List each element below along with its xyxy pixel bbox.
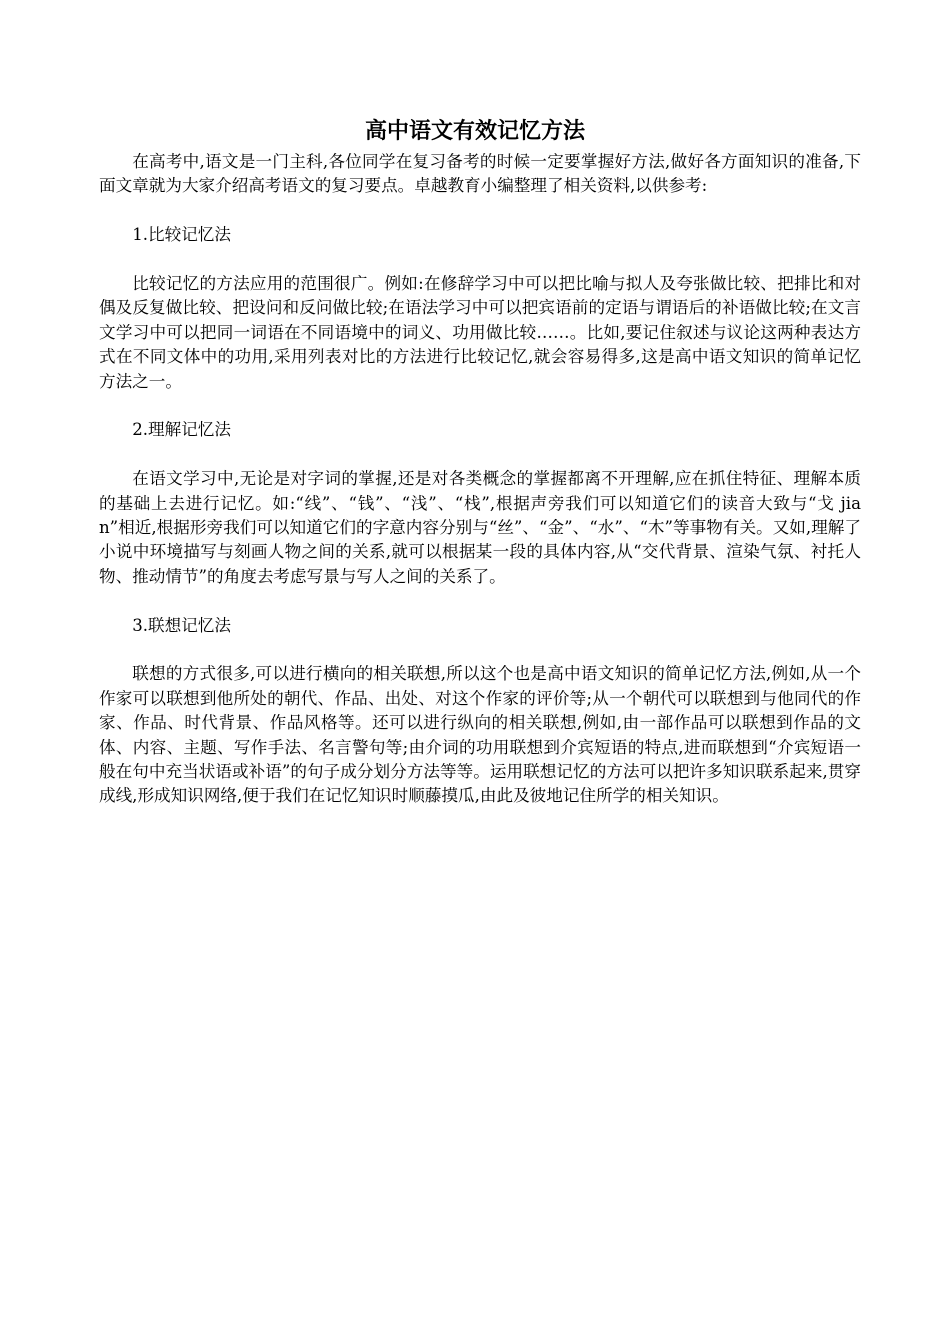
understanding-paragraph: 在语文学习中,无论是对字词的掌握,还是对各类概念的掌握都离不开理解,应在抓住特征、理解本质的基础上去进行记忆。如:“线”、“钱”、“浅”、“栈”,根据声旁我们可以知道它们的读音大致与“戈 jian”相近,根据形旁我们可以知道它们的字意内容分别与“丝”、“金”、“水”、“木”等事物有关。又如,理解了小说中环境描写与刻画人物之间的关系,就可以根据某一段的具体内容,从“交代背景、渲染气氛、衬托人物、推动情节”的角度去考虑写景与写人之间的关系了。 (99, 469, 861, 586)
paragraph-spacer (99, 638, 861, 662)
paragraph-spacer (99, 394, 861, 418)
section-heading-understanding: 2.理解记忆法 (132, 420, 231, 440)
association-paragraph: 联想的方式很多,可以进行横向的相关联想,所以这个也是高中语文知识的简单记忆方法,例如,从一个作家可以联想到他所处的朝代、作品、出处、对这个作家的评价等;从一个朝代可以联想到与他同代的作家、作品、时代背景、作品风格等。还可以进行纵向的相关联想,例如,由一部作品可以联想到作品的文体、内容、主题、写作手法、名言警句等;由介词的功用联想到介宾短语的特点,进而联想到“介宾短语一般在句中充当状语或补语”的句子成分划分方法等等。运用联想记忆的方法可以把许多知识联系起来,贯穿成线,形成知识网络,便于我们在记忆知识时顺藤摸瓜,由此及彼地记住所学的相关知识。 (99, 664, 861, 806)
paragraph-spacer (99, 199, 861, 223)
paragraph-spacer (99, 443, 861, 467)
document-title: 高中语文有效记忆方法 (364, 118, 585, 144)
comparison-paragraph: 比较记忆的方法应用的范围很广。例如:在修辞学习中可以把比喻与拟人及夸张做比较、把排比和对偶及反复做比较、把设问和反问做比较;在语法学习中可以把宾语前的定语与谓语后的补语做比较;在文言文学习中可以把同一词语在不同语境中的词义、功用做比较……。比如,要记住叙述与议论这两种表达方式在不同文体中的功用,采用列表对比的方法进行比较记忆,就会容易得多,这是高中语文知识的简单记忆方法之一。 (99, 274, 861, 391)
intro-paragraph: 在高考中,语文是一门主科,各位同学在复习备考的时候一定要掌握好方法,做好各方面知识的准备,下面文章就为大家介绍高考语文的复习要点。卓越教育小编整理了相关资料,以供参考: (99, 152, 861, 196)
paragraph-spacer (99, 248, 861, 272)
section-heading-association: 3.联想记忆法 (132, 615, 231, 635)
document-body (99, 150, 861, 809)
paragraph-spacer (99, 589, 861, 613)
section-heading-comparison: 1.比较记忆法 (132, 225, 231, 245)
